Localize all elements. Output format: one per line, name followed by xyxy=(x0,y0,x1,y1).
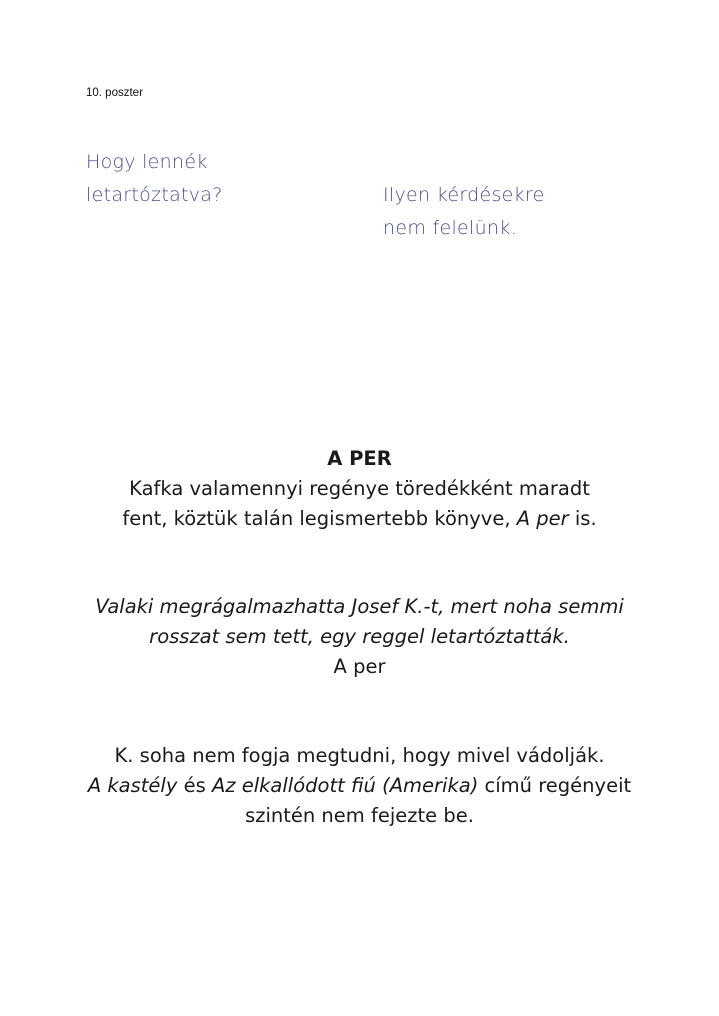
outro-conjunction: és xyxy=(177,774,212,797)
outro-line-3: szintén nem fejezte be. xyxy=(245,804,474,827)
book-title-a-kastely: A kastély xyxy=(87,774,178,797)
outro-line-2 xyxy=(0,771,719,801)
section-title: A PER xyxy=(327,447,392,470)
handwritten-answer xyxy=(383,179,545,245)
quote-source: A per xyxy=(333,655,386,678)
intro-line-2 xyxy=(0,504,719,534)
poster-number-label: 10. poszter xyxy=(86,87,143,99)
intro-line-1: Kafka valamennyi regénye töredékként maradt xyxy=(129,477,590,500)
quote-line-1: Valaki megrágalmazhatta Josef K.-t, mert noha semmi xyxy=(95,595,624,618)
outro-block xyxy=(0,741,719,831)
book-title-a-per: A per xyxy=(516,507,569,530)
outro-line-1: K. soha nem fogja megtudni, hogy mivel vádolják. xyxy=(114,744,605,767)
intro-block xyxy=(0,444,719,534)
handwritten-question xyxy=(86,146,223,212)
answer-line-2: nem felelünk. xyxy=(383,217,517,239)
outro-line-2-end: című regényeit xyxy=(478,774,632,797)
question-line-2: letartóztatva? xyxy=(86,184,223,206)
quote-line-2: rosszat sem tett, egy reggel letartóztatták. xyxy=(149,625,570,648)
question-line-1: Hogy lennék xyxy=(86,151,208,173)
quote-block xyxy=(0,592,719,682)
intro-line-2-text: fent, köztük talán legismertebb könyve, xyxy=(122,507,517,530)
answer-line-1: Ilyen kérdésekre xyxy=(383,184,545,206)
intro-line-2-end: is. xyxy=(568,507,597,530)
book-title-amerika: Az elkallódott fiú (Amerika) xyxy=(211,774,479,797)
